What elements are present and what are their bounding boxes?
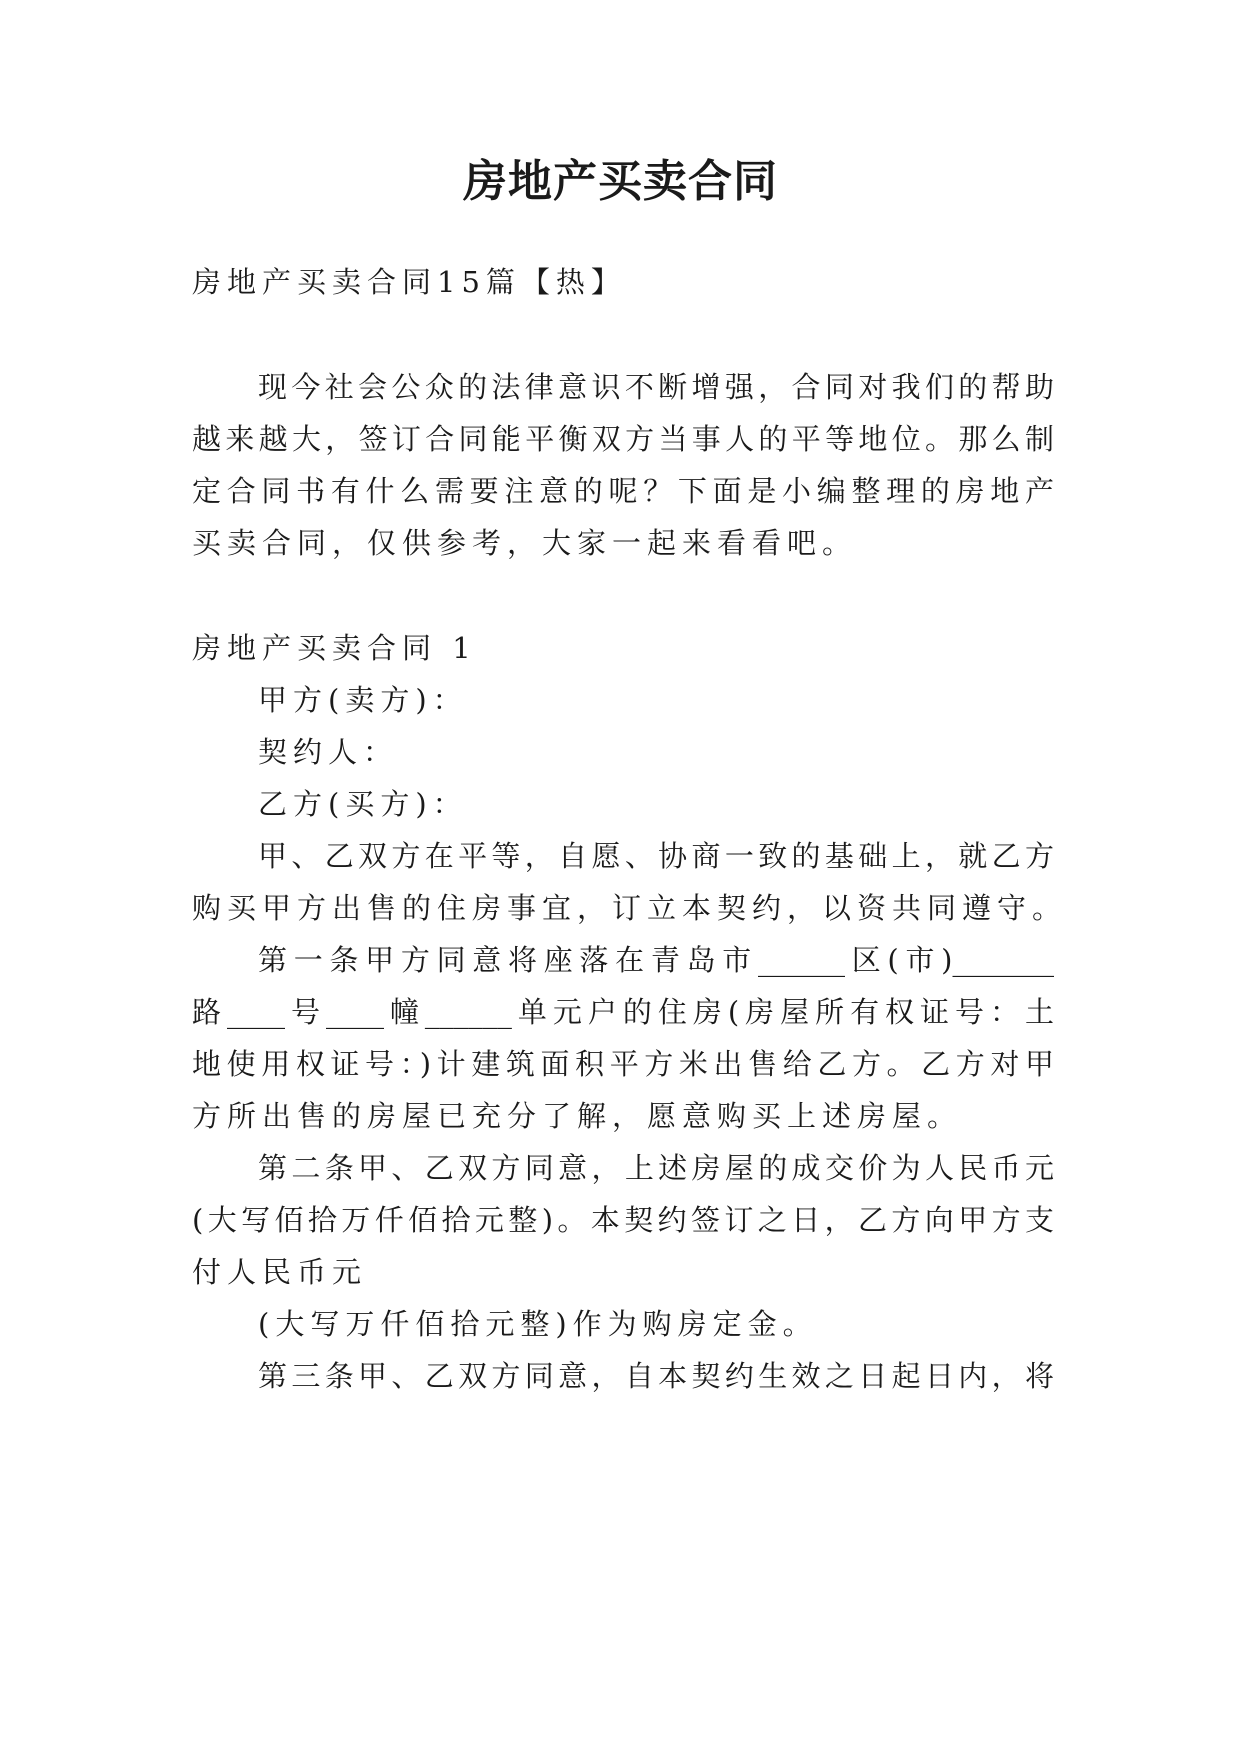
intro-line-1: 现今社会公众的法律意识不断增强，合同对我们的帮助 xyxy=(258,370,1054,404)
deposit-line: (大写万仟佰拾元整)作为购房定金。 xyxy=(258,1307,818,1341)
article1-line-1: 第一条甲方同意将座落在青岛市______区(市)_______ xyxy=(258,943,1054,977)
intro-line-2: 越来越大，签订合同能平衡双方当事人的平等地位。那么制 xyxy=(192,422,1054,456)
document-title: 房地产买卖合同 xyxy=(463,156,778,207)
article2-line-2: (大写佰拾万仟佰拾元整)。本契约签订之日，乙方向甲方支 xyxy=(192,1203,1054,1237)
preamble-line-2: 购买甲方出售的住房事宜，订立本契约，以资共同遵守。 xyxy=(192,891,1068,925)
intro-line-4: 买卖合同，仅供参考，大家一起来看看吧。 xyxy=(192,526,858,560)
article1-line-3: 地使用权证号：)计建筑面积平方米出售给乙方。乙方对甲 xyxy=(192,1047,1054,1081)
preamble-line-1: 甲、乙双方在平等，自愿、协商一致的基础上，就乙方 xyxy=(258,839,1054,873)
article2-line-3: 付人民币元 xyxy=(192,1255,368,1289)
subtitle: 房地产买卖合同15篇【热】 xyxy=(192,265,626,299)
article2-line-1: 第二条甲、乙双方同意，上述房屋的成交价为人民币元 xyxy=(258,1151,1054,1185)
section-heading: 房地产买卖合同 1 xyxy=(192,631,477,665)
intro-line-3: 定合同书有什么需要注意的呢？下面是小编整理的房地产 xyxy=(192,474,1054,508)
party-a-line: 甲方(卖方)： xyxy=(258,683,468,717)
article3-line-1: 第三条甲、乙双方同意，自本契约生效之日起日内，将 xyxy=(258,1359,1054,1393)
agent-line: 契约人： xyxy=(258,735,399,769)
article1-line-4: 方所出售的房屋已充分了解，愿意购买上述房屋。 xyxy=(192,1099,963,1133)
party-b-line: 乙方(买方)： xyxy=(258,787,468,821)
article1-line-2: 路____号____幢______单元户的住房(房屋所有权证号：土 xyxy=(192,995,1054,1029)
